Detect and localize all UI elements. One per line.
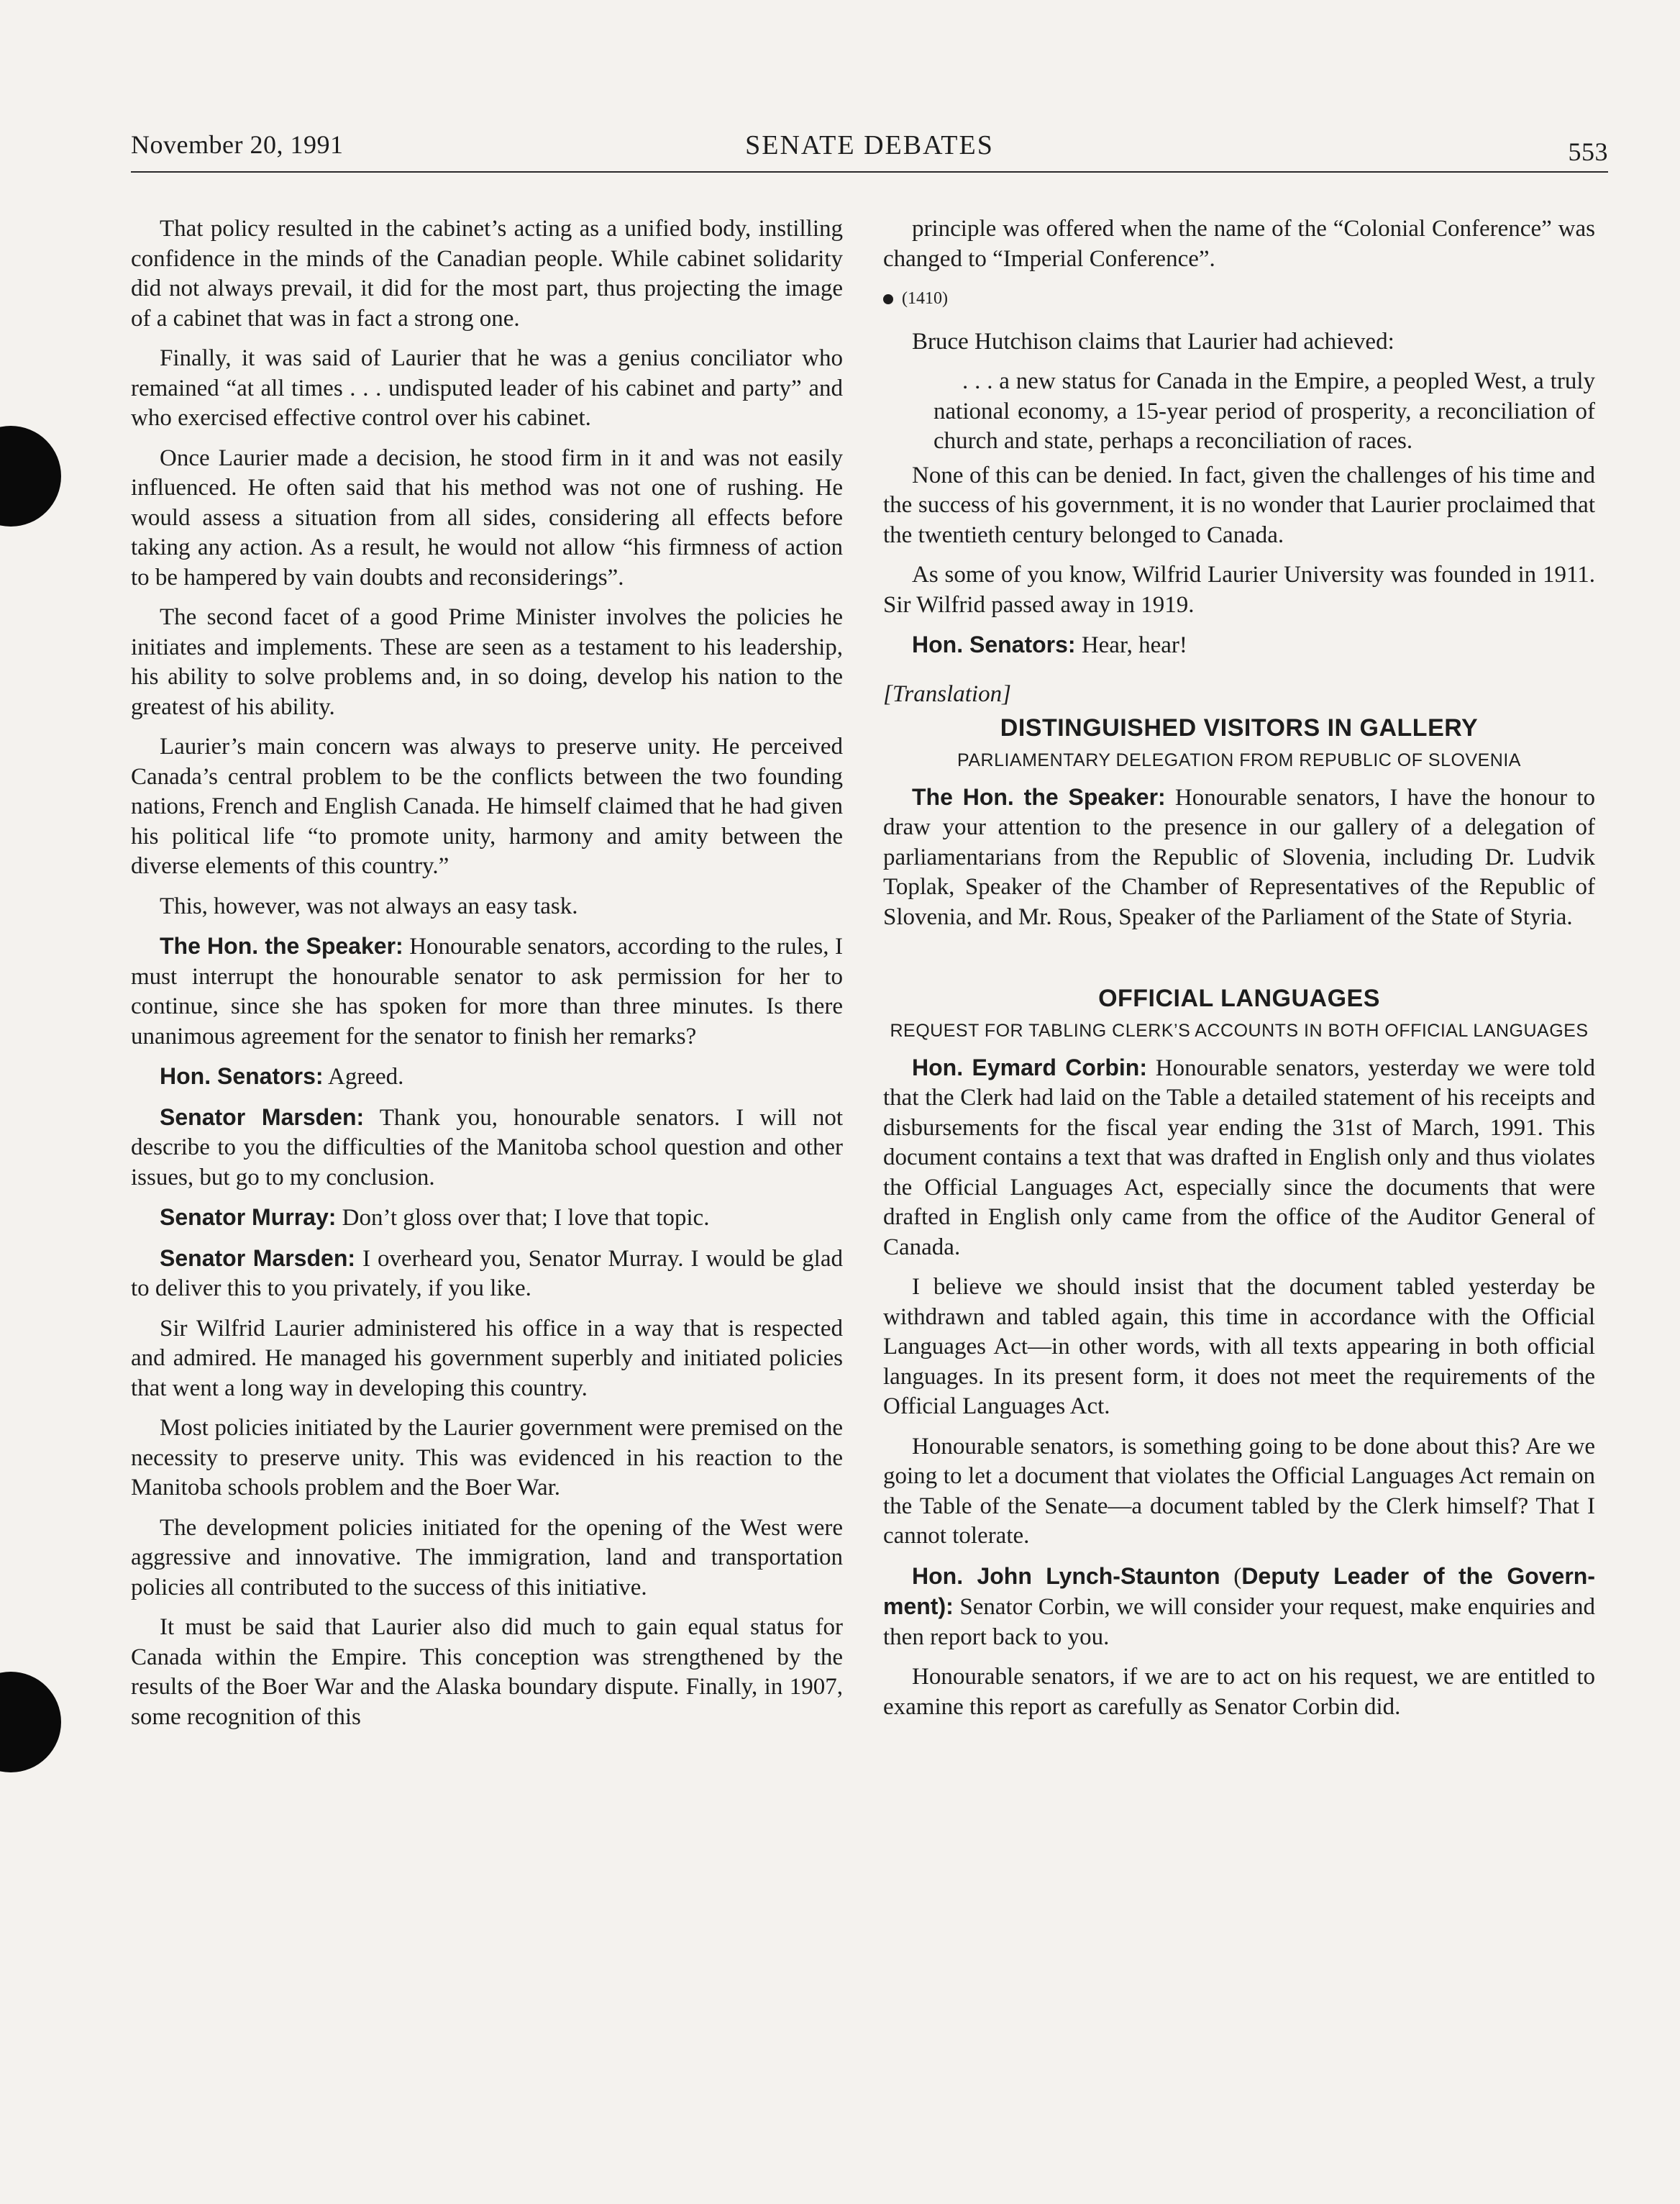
- section-subheading: PARLIAMENTARY DELEGATION FROM REPUBLIC OF SLOVENIA: [957, 750, 1521, 770]
- speech-text: Honourable senators, I have the honour to draw your attention to the presence in our gallery of a delegation of parliamentarians from the Republic of Slovenia, including Dr. Ludvik Toplak, Speaker of the Chamber of Representatives of the Republic of Slovenia, and Mr. Rous, Speaker of the Parliament of the State of Styria.: [883, 784, 1595, 930]
- spacer: [883, 942, 1595, 984]
- page-header: [131, 129, 1608, 173]
- paragraph: This, however, was not always an easy task.: [160, 893, 578, 919]
- speaker-name: Hon. Eymard Corbin:: [912, 1054, 1147, 1080]
- section-subheading: REQUEST FOR TABLING CLERK’S ACCOUNTS IN BOTH OFFICIAL LANGUAGES: [890, 1020, 1589, 1041]
- paragraph: Once Laurier made a decision, he stood firm in it and was not easily influenced. He often said that his method was not one of rushing. He would assess a situation from all sides, considering all effects before taking any action. As a result, he would not allow “his firmness of action to be hampered by vain doubts and reconsiderings”.: [131, 445, 843, 591]
- header-date: November 20, 1991: [131, 130, 344, 159]
- paragraph: [131, 1103, 843, 1193]
- header-title: SENATE DEBATES: [745, 130, 994, 160]
- paragraph: [883, 630, 1595, 661]
- bullet-icon: [883, 294, 893, 304]
- paragraph: Honourable senators, is something going to be done about this? Are we going to let a document that violates the Official Languages Act remain on the Table of the Senate—a document tabled by the Clerk himself? That I cannot tolerate.: [883, 1433, 1595, 1549]
- paragraph: The second facet of a good Prime Minister involves the policies he initiates and implements. These are seen as a testament to his leadership, his ability to solve problems and, in so doing, develop his nation to the greatest of his ability.: [131, 604, 843, 720]
- paragraph: As some of you know, Wilfrid Laurier University was founded in 1911. Sir Wilfrid passed away in 1919.: [883, 562, 1595, 618]
- paragraph: Laurier’s main concern was always to preserve unity. He perceived Canada’s central problem to be the conflicts between the two founding nations, French and English Canada. He himself claimed that he had given his political life “to promote unity, harmony and amity between the diverse elements of this country.”: [131, 734, 843, 879]
- paragraph: [131, 1062, 843, 1093]
- speech-text: ):: [938, 1593, 954, 1619]
- paragraph: Finally, it was said of Laurier that he was a genius conciliator who remained “at all times . . . undisputed leader of his cabinet and party” and who exercised effective control over his cabinet.: [131, 345, 843, 431]
- speech-text: Hear, hear!: [1075, 632, 1187, 658]
- punch-hole: [0, 1672, 61, 1772]
- paragraph: Bruce Hutchison claims that Laurier had achieved:: [912, 328, 1394, 355]
- paragraph: [131, 1244, 843, 1304]
- section-heading: DISTINGUISHED VISITORS IN GALLERY: [1000, 714, 1479, 742]
- speaker-name: Hon. John Lynch-Staunton: [912, 1562, 1220, 1589]
- time-marker-text: (1410): [902, 289, 948, 308]
- right-column: [883, 214, 1595, 1732]
- paragraph: Honourable senators, if we are to act on his request, we are entitled to examine this report as carefully as Senator Corbin did.: [883, 1664, 1595, 1720]
- time-marker: [883, 284, 1595, 314]
- speaker-name: Senator Murray:: [160, 1204, 337, 1230]
- paragraph: [883, 1562, 1595, 1653]
- paragraph: [131, 1203, 843, 1234]
- translation-note: [Translation]: [883, 680, 1011, 707]
- speech-text: Honourable senators, yesterday we were told that the Clerk had laid on the Table a detailed statement of his receipts and disbursements for the fiscal year ending the 31st of March, 1991. This document contains a text that was drafted in English only and thus violates the Official Languages Act, especially since the documents that were drafted in English only came from the office of the Auditor General of Canada.: [883, 1055, 1595, 1260]
- speaker-name: The Hon. the Speaker:: [160, 933, 403, 959]
- paragraph: It must be said that Laurier also did much to gain equal status for Canada within the Empire. This conception was strengthened by the results of the Boer War and the Alaska boundary dispute. Finally, in 1907, some recognition of this: [131, 1614, 843, 1730]
- speaker-name: Senator Marsden:: [160, 1103, 365, 1130]
- speaker-name: Hon. Senators:: [160, 1063, 324, 1089]
- page-number: 553: [1568, 137, 1608, 166]
- speech-text: Honourable senators, according to the rules, I must interrupt the honourable senator to ask permission for her to continue, since she has spoken for more than three minutes. Is there unanimous agreement for the senator to finish her remarks?: [131, 934, 844, 1049]
- speaker-role: Deputy Leader of the Government: [883, 1562, 1596, 1619]
- paragraph: [131, 932, 843, 1052]
- speech-text: Don’t gloss over that; I love that topic.: [336, 1205, 710, 1231]
- speech-text: I overheard you, Senator Murray. I would be glad to deliver this to you privately, if you like.: [131, 1245, 843, 1301]
- paragraph: The development policies initiated for the opening of the West were aggressive and innovative. The immigration, land and transportation policies all contributed to the success of this initiative.: [131, 1514, 843, 1600]
- speech-text: (: [1220, 1563, 1242, 1590]
- speaker-name: Hon. Senators:: [912, 632, 1076, 657]
- block-quote: . . . a new status for Canada in the Empire, a peopled West, a truly national economy, a 15-year period of prosperity, a reconciliation of church and state, perhaps a reconciliation of races.: [933, 368, 1595, 454]
- paragraph: I believe we should insist that the document tabled yesterday be withdrawn and tabled again, this time in accordance with the Official Languages Act—in other words, with all texts appearing in both official languages. In its present form, it does not meet the requirements of the Official Languages Act.: [883, 1274, 1595, 1419]
- paragraph: Sir Wilfrid Laurier administered his office in a way that is respected and admired. He managed his government superbly and initiated policies that went a long way in developing this country.: [131, 1315, 843, 1401]
- header-rule: [131, 171, 1608, 173]
- paragraph: [883, 783, 1595, 933]
- left-column: [131, 214, 843, 1742]
- speech-text: Senator Corbin, we will consider your request, make enquiries and then report back to you.: [883, 1594, 1595, 1650]
- punch-hole: [0, 426, 61, 527]
- speech-text: Thank you, honourable senators. I will not describe to you the difficulties of the Manitoba school question and other issues, but go to my conclusion.: [131, 1104, 844, 1190]
- paragraph: principle was offered when the name of the “Colonial Conference” was changed to “Imperial Conference”.: [883, 216, 1595, 272]
- speaker-name: The Hon. the Speaker:: [912, 783, 1166, 810]
- paragraph: [883, 1053, 1595, 1263]
- speech-text: Agreed.: [323, 1064, 404, 1090]
- speaker-name: Senator Marsden:: [160, 1244, 356, 1271]
- paragraph: That policy resulted in the cabinet’s acting as a unified body, instilling confidence in the minds of the Canadian people. While cabinet solidarity did not always prevail, it did for the most part, thus projecting the image of a cabinet that was in fact a strong one.: [131, 216, 843, 332]
- paragraph: Most policies initiated by the Laurier government were premised on the necessity to preserve unity. This was evidenced in his reaction to the Manitoba schools problem and the Boer War.: [131, 1415, 843, 1501]
- paragraph: None of this can be denied. In fact, given the challenges of his time and the success of his government, it is no wonder that Laurier proclaimed that the twentieth century belonged to Canada.: [883, 462, 1595, 548]
- section-heading: OFFICIAL LANGUAGES: [1098, 985, 1380, 1012]
